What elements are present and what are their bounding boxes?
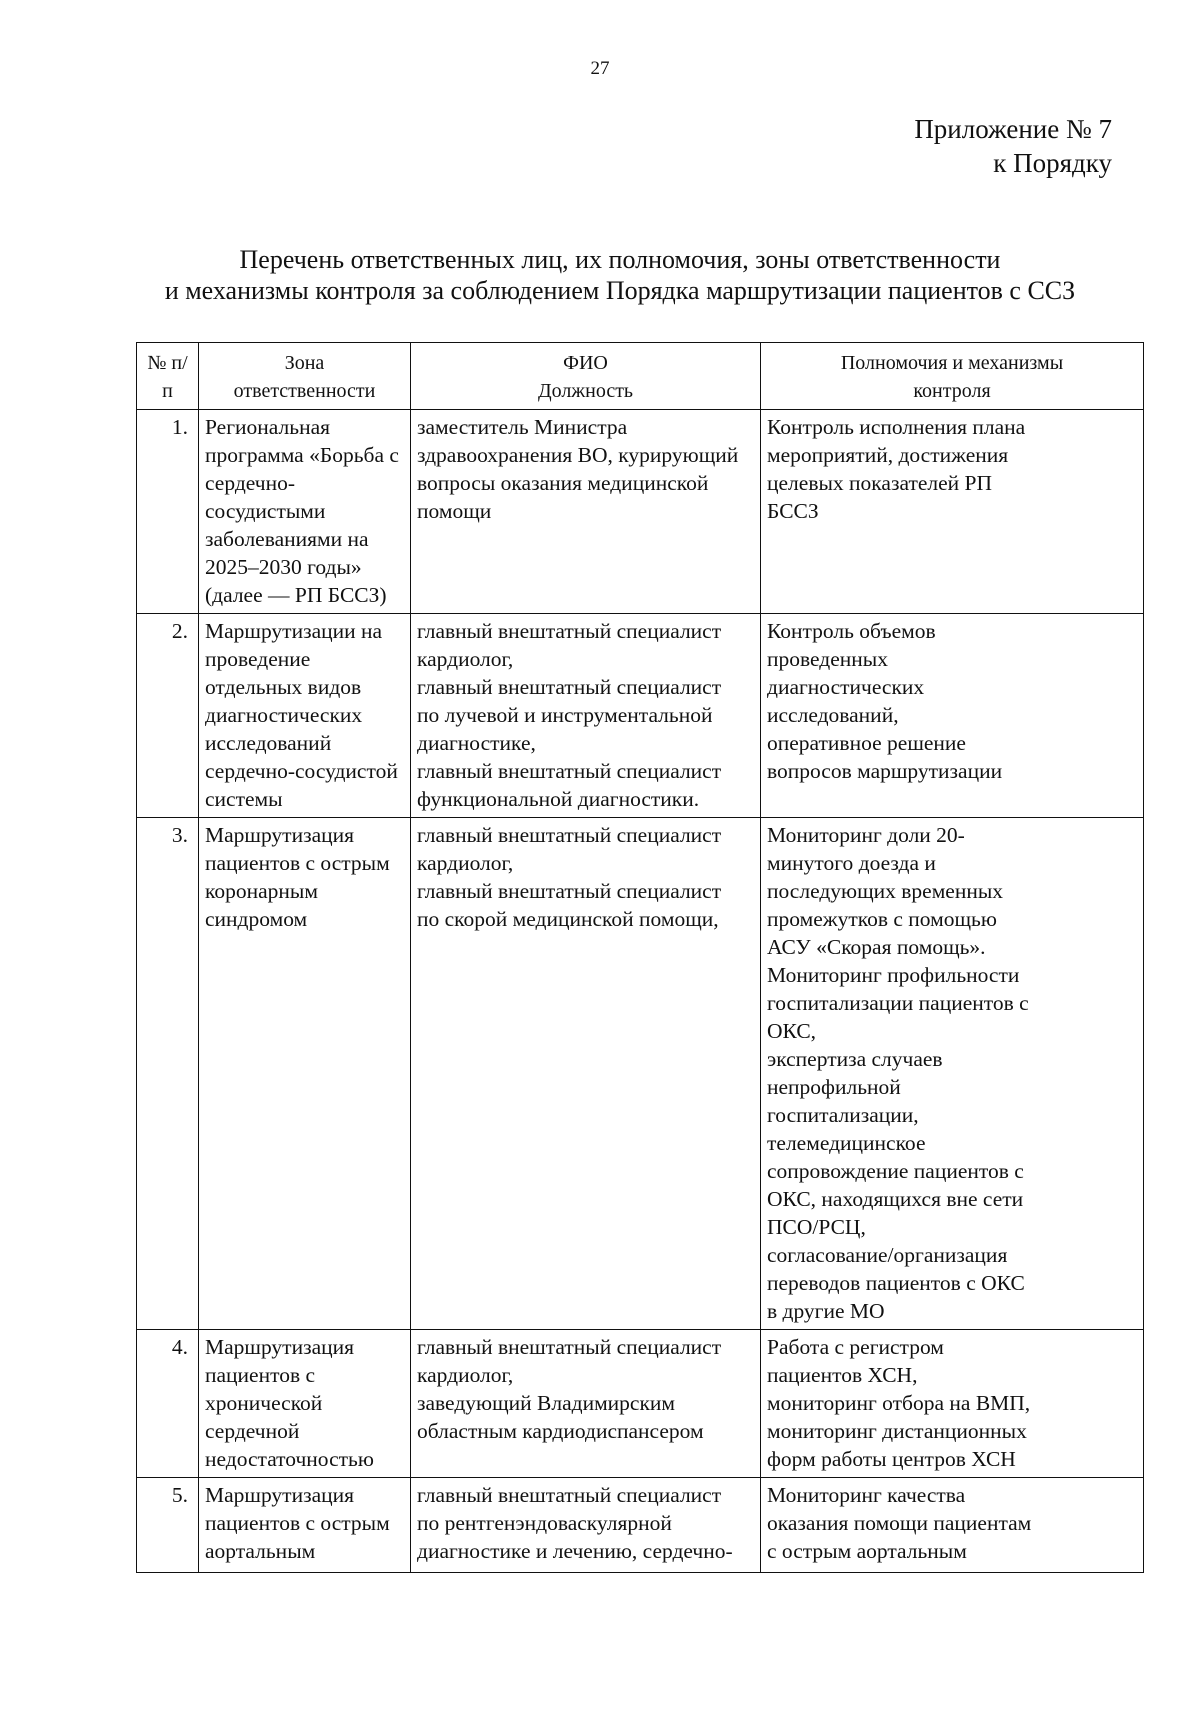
- cell-powers-line: ОКС,: [767, 1019, 817, 1043]
- cell-zone: [199, 1478, 411, 1573]
- cell-powers: [761, 1330, 1144, 1478]
- cell-powers-line: последующих временных: [767, 879, 1004, 903]
- cell-powers: [761, 614, 1144, 818]
- appendix-line-2: к Порядку: [993, 148, 1112, 178]
- header-fio: [411, 343, 761, 410]
- cell-zone-line: недостаточностью: [205, 1447, 374, 1471]
- page-number: 27: [590, 58, 610, 79]
- cell-fio-line: здравоохранения ВО, курирующий: [417, 443, 739, 467]
- responsibility-table: [136, 342, 1144, 1573]
- cell-zone-line: сердечной: [205, 1419, 300, 1443]
- cell-zone-line: Маршрутизация: [205, 823, 355, 847]
- cell-powers-line: с острым аортальным: [767, 1539, 967, 1563]
- cell-powers-line: проведенных: [767, 647, 888, 671]
- document-title-line-1: Перечень ответственных лиц, их полномочия, зоны ответственности: [239, 245, 1001, 274]
- cell-fio-line: заведующий Владимирским: [417, 1391, 676, 1415]
- cell-powers-line: согласование/организация: [767, 1243, 1008, 1267]
- cell-powers-line: БССЗ: [767, 499, 819, 523]
- header-num: № п/п: [137, 343, 199, 410]
- cell-fio-line: главный внештатный специалист: [417, 1483, 722, 1507]
- cell-powers-line: Контроль объемов: [767, 619, 936, 643]
- cell-zone: [199, 410, 411, 614]
- cell-zone-line: 2025–2030 годы»: [205, 555, 362, 579]
- cell-fio-line: кардиолог,: [417, 647, 514, 671]
- cell-fio-line: по скорой медицинской помощи,: [417, 907, 719, 931]
- cell-powers-line: вопросов маршрутизации: [767, 759, 1003, 783]
- cell-zone-line: системы: [205, 787, 283, 811]
- cell-fio: [411, 818, 761, 1330]
- cell-zone-line: аортальным: [205, 1539, 316, 1563]
- cell-powers-line: оказания помощи пациентам: [767, 1511, 1032, 1535]
- cell-powers-line: диагностических: [767, 675, 925, 699]
- header-fio-line: Должность: [537, 380, 634, 402]
- cell-zone-line: (далее — РП БССЗ): [205, 583, 387, 607]
- document-title: [120, 244, 1120, 306]
- cell-powers-line: пациентов ХСН,: [767, 1363, 918, 1387]
- cell-powers-line: экспертиза случаев: [767, 1047, 943, 1071]
- cell-fio-line: кардиолог,: [417, 851, 514, 875]
- cell-zone-line: пациентов с острым: [205, 1511, 390, 1535]
- cell-zone-line: диагностических: [205, 703, 363, 727]
- cell-fio-line: заместитель Министра: [417, 415, 628, 439]
- cell-powers-line: телемедицинское: [767, 1131, 926, 1155]
- cell-fio-line: диагностике,: [417, 731, 536, 755]
- cell-powers-line: переводов пациентов с ОКС: [767, 1271, 1025, 1295]
- cell-zone-line: сосудистыми: [205, 499, 326, 523]
- table-row: [137, 410, 1144, 614]
- table-row: [137, 818, 1144, 1330]
- cell-fio-line: областным кардиодиспансером: [417, 1419, 704, 1443]
- cell-powers-line: ОКС, находящихся вне сети: [767, 1187, 1024, 1211]
- cell-zone-line: пациентов с: [205, 1363, 316, 1387]
- cell-powers-line: минутого доезда и: [767, 851, 936, 875]
- cell-zone-line: пациентов с острым: [205, 851, 390, 875]
- cell-fio-line: главный внештатный специалист: [417, 879, 722, 903]
- cell-powers: [761, 818, 1144, 1330]
- cell-zone-line: проведение: [205, 647, 311, 671]
- table-row: [137, 1478, 1144, 1573]
- cell-powers-line: госпитализации,: [767, 1103, 919, 1127]
- cell-zone-line: Маршрутизация: [205, 1335, 355, 1359]
- cell-powers-line: оперативное решение: [767, 731, 966, 755]
- cell-fio: [411, 1478, 761, 1573]
- appendix-line-1: Приложение № 7: [914, 114, 1112, 144]
- cell-powers-line: сопровождение пациентов с: [767, 1159, 1024, 1183]
- row-number: 5.: [137, 1478, 199, 1573]
- cell-fio-line: кардиолог,: [417, 1363, 514, 1387]
- cell-zone-line: отдельных видов: [205, 675, 362, 699]
- cell-powers-line: мониторинг дистанционных: [767, 1419, 1027, 1443]
- table-body: [137, 410, 1144, 1573]
- cell-fio-line: помощи: [417, 499, 492, 523]
- cell-fio: [411, 410, 761, 614]
- table-row: [137, 1330, 1144, 1478]
- cell-powers-line: АСУ «Скорая помощь».: [767, 935, 986, 959]
- table-row: [137, 614, 1144, 818]
- cell-powers: [761, 1478, 1144, 1573]
- cell-fio-line: главный внештатный специалист: [417, 1335, 722, 1359]
- appendix-reference: [914, 112, 1112, 180]
- cell-zone: [199, 1330, 411, 1478]
- cell-powers-line: исследований,: [767, 703, 899, 727]
- cell-zone-line: хронической: [205, 1391, 323, 1415]
- cell-fio-line: главный внештатный специалист: [417, 619, 722, 643]
- header-powers-line: Полномочия и механизмы: [840, 352, 1064, 374]
- header-powers: [761, 343, 1144, 410]
- cell-zone: [199, 818, 411, 1330]
- cell-powers-line: Мониторинг доли 20-: [767, 823, 965, 847]
- cell-powers-line: промежутков с помощью: [767, 907, 997, 931]
- row-number: 1.: [137, 410, 199, 614]
- cell-fio-line: диагностике и лечению, сердечно-: [417, 1539, 733, 1563]
- cell-zone-line: сердечно-сосудистой: [205, 759, 398, 783]
- table-header-row: [137, 343, 1144, 410]
- row-number: 3.: [137, 818, 199, 1330]
- cell-powers-line: в другие МО: [767, 1299, 885, 1323]
- cell-zone-line: Маршрутизации на: [205, 619, 383, 643]
- header-zone-line: ответственности: [233, 380, 376, 402]
- cell-zone-line: исследований: [205, 731, 332, 755]
- cell-powers-line: непрофильной: [767, 1075, 901, 1099]
- cell-zone-line: Маршрутизация: [205, 1483, 355, 1507]
- cell-fio-line: главный внештатный специалист: [417, 675, 722, 699]
- row-number: 4.: [137, 1330, 199, 1478]
- cell-powers-line: ПСО/РСЦ,: [767, 1215, 866, 1239]
- cell-zone-line: коронарным: [205, 879, 318, 903]
- cell-powers-line: госпитализации пациентов с: [767, 991, 1029, 1015]
- cell-fio-line: главный внештатный специалист: [417, 823, 722, 847]
- cell-powers-line: форм работы центров ХСН: [767, 1447, 1016, 1471]
- cell-fio: [411, 1330, 761, 1478]
- cell-powers-line: мониторинг отбора на ВМП,: [767, 1391, 1031, 1415]
- cell-powers: [761, 410, 1144, 614]
- cell-powers-line: Контроль исполнения плана: [767, 415, 1026, 439]
- header-zone: [199, 343, 411, 410]
- cell-fio-line: по лучевой и инструментальной: [417, 703, 713, 727]
- cell-zone-line: программа «Борьба с: [205, 443, 399, 467]
- row-number: 2.: [137, 614, 199, 818]
- header-zone-line: Зона: [284, 352, 325, 374]
- cell-fio-line: главный внештатный специалист: [417, 759, 722, 783]
- cell-fio-line: функциональной диагностики.: [417, 787, 700, 811]
- header-powers-line: контроля: [913, 380, 991, 402]
- cell-powers-line: Мониторинг качества: [767, 1483, 966, 1507]
- cell-powers-line: Работа с регистром: [767, 1335, 944, 1359]
- cell-powers-line: целевых показателей РП: [767, 471, 993, 495]
- cell-fio: [411, 614, 761, 818]
- cell-zone: [199, 614, 411, 818]
- cell-fio-line: вопросы оказания медицинской: [417, 471, 709, 495]
- document-title-line-2: и механизмы контроля за соблюдением Порядка маршрутизации пациентов с ССЗ: [164, 276, 1076, 305]
- cell-powers-line: Мониторинг профильности: [767, 963, 1020, 987]
- header-fio-line: ФИО: [563, 352, 608, 374]
- cell-powers-line: мероприятий, достижения: [767, 443, 1009, 467]
- cell-zone-line: синдромом: [205, 907, 308, 931]
- cell-fio-line: по рентгенэндоваскулярной: [417, 1511, 672, 1535]
- cell-zone-line: Региональная: [205, 415, 331, 439]
- cell-zone-line: заболеваниями на: [205, 527, 369, 551]
- cell-zone-line: сердечно-: [205, 471, 295, 495]
